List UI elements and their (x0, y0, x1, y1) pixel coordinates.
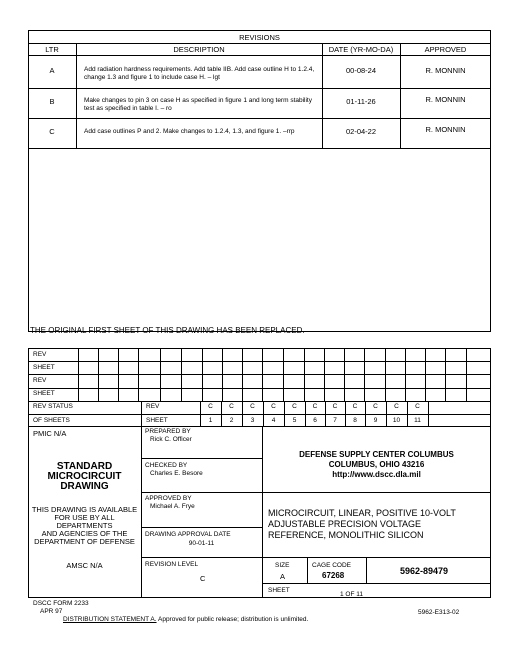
status-sheet-value: 5 (292, 416, 297, 424)
title-line: MICROCIRCUIT, LINEAR, POSITIVE 10-VOLT (268, 508, 456, 518)
revision-description: Add case outlines P and 2. Make changes to 1.2.4, 1.3, and figure 1. –rrp (84, 128, 295, 135)
grid-sheet-label: SHEET (33, 390, 55, 398)
revision-description: Add radiation hardness requirements. Add table IIB. Add case outline H to 1.2.4, change 1.3 and figure 1 to include case H. – lgt (84, 66, 315, 81)
revision-date: 00-08-24 (345, 66, 377, 75)
approved-by-label: APPROVED BY (145, 495, 192, 502)
of-sheets-label: OF SHEETS (33, 416, 70, 424)
status-sheet-value: 4 (271, 416, 276, 424)
revision-approved: R. MONNIN (425, 95, 466, 104)
rev-status-label: REV STATUS (33, 403, 73, 411)
status-sheet-value: 10 (392, 416, 401, 424)
status-rev-value: C (394, 403, 399, 411)
status-rev-value: C (332, 403, 338, 411)
revision-date: 01-11-26 (346, 97, 376, 106)
revisions-title: REVISIONS (239, 33, 280, 42)
header-date: DATE (YR-MO-DA) (328, 45, 394, 54)
dscc-line: COLUMBUS, OHIO 43216 (328, 460, 425, 469)
revision-ltr: A (49, 66, 55, 75)
approved-by: Michael A. Frye (150, 503, 195, 510)
grid-sheet-label: SHEET (33, 363, 55, 371)
status-rev-value: C (292, 403, 297, 411)
sheet-label: SHEET (268, 587, 290, 594)
prepared-by: Rick C. Officer (150, 436, 192, 443)
cage-code-label: CAGE CODE (312, 562, 352, 569)
approval-date: 90-01-11 (188, 540, 215, 547)
document-code: 5962-E313-02 (418, 609, 460, 616)
status-sheet-value: 7 (333, 416, 337, 424)
revision-ltr: C (49, 127, 55, 136)
pmic-label: PMIC N/A (33, 429, 67, 438)
dscc-line: DEFENSE SUPPLY CENTER COLUMBUS (299, 450, 454, 459)
prepared-by-label: PREPARED BY (145, 428, 191, 435)
revision-level-label: REVISION LEVEL (145, 561, 199, 568)
form-number: DSCC FORM 2233 (33, 600, 89, 607)
drawing-number: 5962-89479 (400, 566, 449, 576)
header-ltr: LTR (45, 45, 59, 54)
status-rev-label: REV (146, 403, 160, 411)
revision-ltr: B (49, 97, 55, 106)
approval-date-label: DRAWING APPROVAL DATE (145, 531, 231, 538)
standard-title-line: MICROCIRCUIT (47, 471, 122, 482)
revision-level: C (200, 574, 206, 583)
status-rev-value: C (312, 403, 318, 411)
status-rev-value: C (415, 403, 420, 411)
dscc-line: http://www.dscc.dla.mil (332, 470, 421, 479)
status-rev-value: C (352, 403, 358, 411)
size-value: A (280, 572, 286, 581)
status-sheet-label: SHEET (146, 416, 168, 424)
availability-line: THIS DRAWING IS AVAILABLE (31, 505, 138, 514)
availability-line: DEPARTMENTS (56, 521, 113, 530)
status-rev-value: C (271, 403, 276, 411)
cage-code: 67268 (322, 571, 345, 580)
grid-rev-label: REV (33, 350, 47, 358)
status-sheet-value: 2 (229, 416, 234, 424)
distribution-text: Approved for public release; distribution is unlimited. (156, 616, 309, 623)
checked-by: Charles E. Besore (150, 470, 203, 477)
availability-line: AND AGENCIES OF THE (41, 529, 128, 538)
amsc-label: AMSC N/A (66, 561, 103, 570)
checked-by-label: CHECKED BY (145, 462, 188, 469)
status-rev-value: C (373, 403, 378, 411)
status-sheet-value: 8 (353, 416, 357, 424)
status-rev-value: C (229, 403, 234, 411)
size-label: SIZE (275, 562, 290, 569)
replaced-note: THE ORIGINAL FIRST SHEET OF THIS DRAWING HAS BEEN REPLACED. (30, 326, 305, 335)
status-rev-value: C (250, 403, 255, 411)
standard-title-line: STANDARD (56, 461, 113, 472)
distribution-label: DISTRIBUTION STATEMENT A. (63, 616, 157, 623)
revision-approved: R. MONNIN (425, 125, 466, 134)
title-line: ADJUSTABLE PRECISION VOLTAGE (268, 519, 422, 529)
header-description: DESCRIPTION (173, 45, 225, 54)
status-sheet-value: 9 (373, 416, 378, 424)
header-approved: APPROVED (424, 45, 467, 54)
form-date: APR 97 (40, 608, 63, 615)
revision-date: 02-04-22 (345, 127, 377, 136)
sheet-of: 1 OF 11 (340, 591, 364, 598)
status-sheet-value: 6 (313, 416, 317, 424)
status-sheet-value: 1 (208, 416, 213, 424)
availability-line: DEPARTMENT OF DEFENSE (34, 537, 135, 546)
status-rev-value: C (208, 403, 213, 411)
status-sheet-value: 11 (414, 416, 421, 424)
status-sheet-value: 3 (250, 416, 255, 424)
standard-title-line: DRAWING (60, 481, 109, 492)
revision-description: Make changes to pin 3 on case H as specified in figure 1 and long term stability test as specified in table I. – ro (84, 97, 312, 112)
title-line: REFERENCE, MONOLITHIC SILICON (268, 530, 424, 540)
revision-approved: R. MONNIN (425, 66, 466, 75)
distribution-statement (63, 617, 308, 624)
grid-rev-label: REV (33, 376, 47, 384)
availability-line: FOR USE BY ALL (54, 513, 115, 522)
